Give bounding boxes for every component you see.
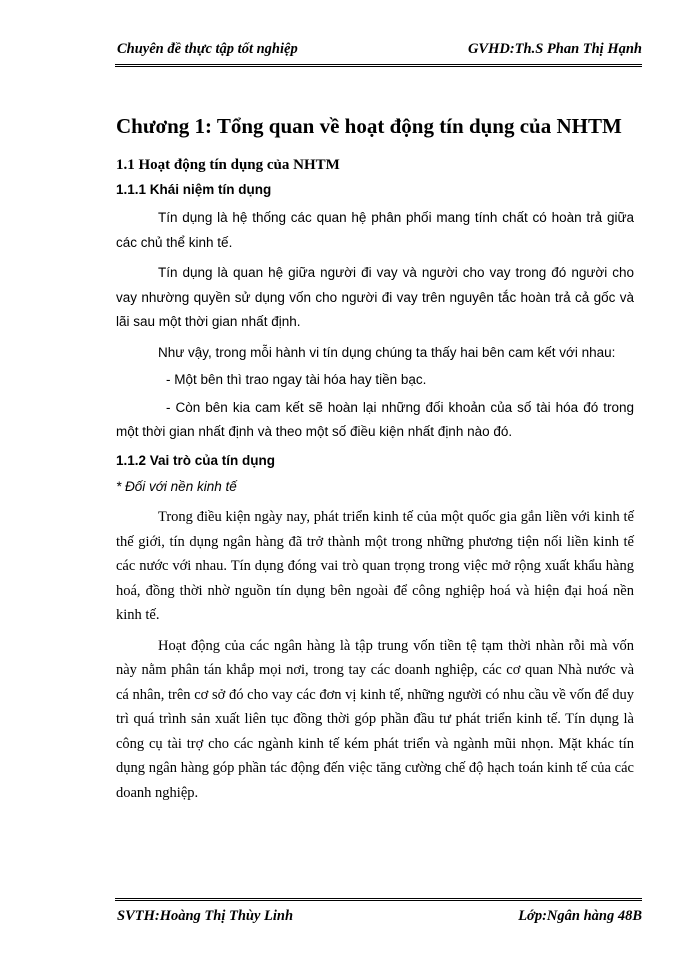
- page-footer: [115, 898, 642, 931]
- header-right-text: GVHD:Th.S Phan Thị Hạnh: [467, 41, 642, 57]
- header-left-text: Chuyên đề thực tập tốt nghiệp: [117, 41, 298, 57]
- page-body: [116, 112, 634, 805]
- footer-right-text: Lớp:Ngân hàng 48B: [518, 908, 642, 924]
- paragraph-5: - Còn bên kia cam kết sẽ hoàn lại những đối khoản của số tài hóa đó trong một thời gian nhất định và theo một số điều kiện nhất định nào đó.: [116, 399, 634, 439]
- paragraph-7: Hoạt động của các ngân hàng là tập trung vốn tiền tệ tạm thời nhàn rỗi mà vốn này nằm phân tán khắp mọi nơi, trong tay các doanh nghiệp, các cơ quan Nhà nước và cá nhân, trên cơ sở đó cho vay các đơn vị kinh tế, những người có nhu cầu về vốn để duy trì quá trình sản xuất liên tục đồng thời góp phần đầu tư phát triển kinh tế. Tín dụng là công cụ tài trợ cho các ngành kinh tế kém phát triển và ngành mũi nhọn. Mặt khác tín dụng ngân hàng góp phần tác động đến việc tăng cường chế độ hạch toán kinh tế của các doanh nghiệp.: [116, 637, 634, 801]
- sub-heading: * Đối với nền kinh tế: [116, 478, 237, 494]
- paragraph-2: Tín dụng là quan hệ giữa người đi vay và người cho vay trong đó người cho vay nhường quyền sử dụng vốn cho người đi vay trên nguyên tắc hoàn trả cả gốc và lãi sau một thời gian nhất định.: [116, 265, 634, 329]
- page-header: [115, 38, 642, 67]
- paragraph-1: Tín dụng là hệ thống các quan hệ phân phối mang tính chất có hoàn trả giữa các chủ thể kinh tế.: [116, 210, 634, 250]
- paragraph-3: Như vậy, trong mỗi hành vi tín dụng chúng ta thấy hai bên cam kết với nhau:: [158, 344, 616, 360]
- footer-left-text: SVTH:Hoàng Thị Thùy Linh: [117, 908, 294, 924]
- section-heading-1-1-2: 1.1.2 Vai trò của tín dụng: [116, 452, 276, 468]
- chapter-title: Chương 1: Tổng quan về hoạt động tín dụng của NHTM: [116, 114, 622, 138]
- paragraph-4: - Một bên thì trao ngay tài hóa hay tiền bạc.: [166, 372, 427, 387]
- section-heading-1-1: 1.1 Hoạt động tín dụng của NHTM: [116, 157, 340, 173]
- paragraph-6: Trong điều kiện ngày nay, phát triển kinh tế của một quốc gia gắn liền với kinh tế thế giới, tín dụng ngân hàng đã trở thành một trong những phương tiện nối liền kinh tế các nước với nhau. Tín dụng đóng vai trò quan trọng trong việc mở rộng xuất khẩu hàng hoá, đồng thời nhờ nguồn tín dụng bên ngoài để công nghiệp hoá và hiện đại hoá nền kinh tế.: [116, 509, 634, 623]
- section-heading-1-1-1: 1.1.1 Khái niệm tín dụng: [116, 182, 272, 197]
